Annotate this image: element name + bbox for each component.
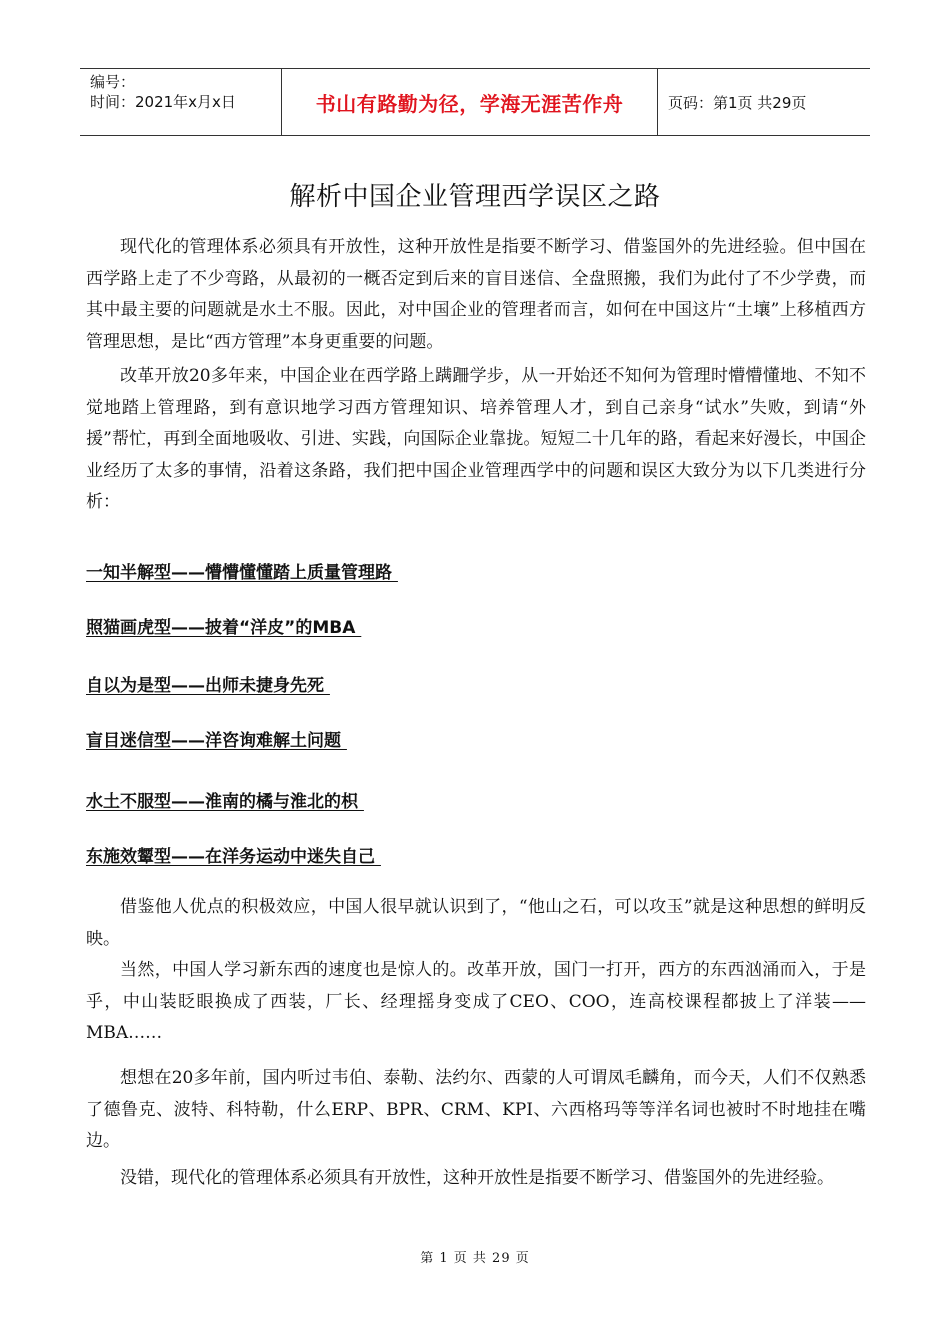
- document-header: [80, 68, 870, 136]
- section-link-1[interactable]: 一知半解型——懵懵懂懂踏上质量管理路: [86, 563, 398, 583]
- section-link-4[interactable]: 盲目迷信型——洋咨询难解土问题: [86, 731, 347, 751]
- body-paragraph-3: 想想在20多年前，国内听过韦伯、泰勒、法约尔、西蒙的人可谓凤毛麟角，而今天，人们不仅熟悉了德鲁克、波特、科特勒，什么ERP、BPR、CRM、KPI、六西格玛等等洋名词也被时不时地挂在嘴边。: [86, 1068, 866, 1151]
- section-link-5[interactable]: 水土不服型——淮南的橘与淮北的枳: [86, 792, 364, 812]
- intro-paragraph-2: 改革开放20多年来，中国企业在西学路上蹒跚学步，从一开始还不知何为管理时懵懵懂地、不知不觉地踏上管理路，到有意识地学习西方管理知识、培养管理人才，到自己亲身“试水”失败，到请“外援”帮忙，再到全面地吸收、引进、实践，向国际企业靠拢。短短二十几年的路，看起来好漫长，中国企业经历了太多的事情，沿着这条路，我们把中国企业管理西学中的问题和误区大致分为以下几类进行分析：: [86, 366, 866, 512]
- body-paragraph-4: 没错，现代化的管理体系必须具有开放性，这种开放性是指要不断学习、借鉴国外的先进经验。: [120, 1168, 834, 1188]
- serial-number-label: 编号：: [90, 73, 136, 91]
- intro-paragraph-1: 现代化的管理体系必须具有开放性，这种开放性是指要不断学习、借鉴国外的先进经验。但中国在西学路上走了不少弯路，从最初的一概否定到后来的盲目迷信、全盘照搬，我们为此付了不少学费，而其中最主要的问题就是水土不服。因此，对中国企业的管理者而言，如何在中国这片“土壤”上移植西方管理思想，是比“西方管理”本身更重要的问题。: [86, 237, 866, 352]
- body-paragraph-2: 当然，中国人学习新东西的速度也是惊人的。改革开放，国门一打开，西方的东西汹涌而入，于是乎，中山装眨眼换成了西装，厂长、经理摇身变成了CEO、COO，连高校课程都披上了洋装——MBA……: [86, 960, 866, 1043]
- section-link-6[interactable]: 东施效颦型——在洋务运动中迷失自己: [86, 847, 381, 867]
- date-label: 时间：2021年x月x日: [90, 93, 236, 111]
- header-motto: 书山有路勤为径，学海无涯苦作舟: [282, 69, 658, 135]
- section-link-3[interactable]: 自以为是型——出师未捷身先死: [86, 676, 330, 696]
- section-link-2[interactable]: 照猫画虎型——披着“洋皮”的MBA: [86, 618, 362, 638]
- document-title: 解析中国企业管理西学误区之路: [289, 182, 661, 212]
- header-meta-cell: [80, 69, 282, 135]
- header-page-info: 页码：第1页 共29页: [668, 93, 807, 112]
- page-footer: 第 1 页 共 29 页: [420, 1251, 530, 1266]
- body-paragraph-1: 借鉴他人优点的积极效应，中国人很早就认识到了，“他山之石，可以攻玉”就是这种思想的鲜明反映。: [86, 897, 866, 949]
